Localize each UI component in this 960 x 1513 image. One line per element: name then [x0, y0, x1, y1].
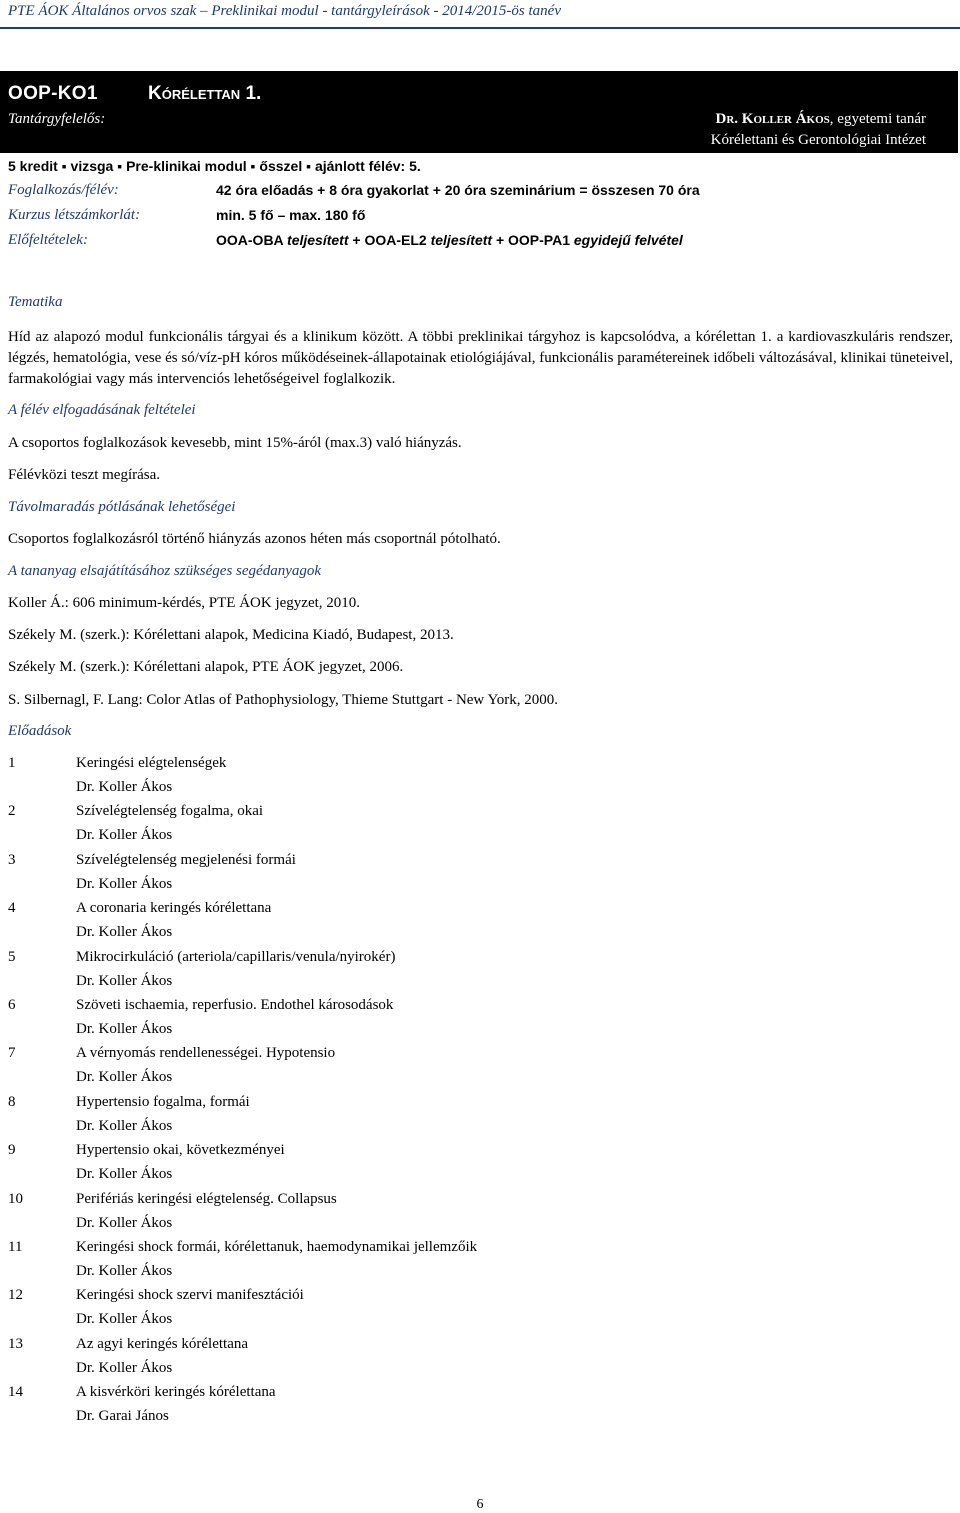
- section-title-requirements: A félév elfogadásának feltételei: [8, 402, 196, 418]
- lecture-title: Szívelégtelenség megjelenési formái: [76, 851, 296, 868]
- section-title-lectures: Előadások: [8, 723, 72, 739]
- lecture-title: A coronaria keringés kórélettana: [76, 900, 272, 917]
- meta-label: Foglalkozás/félév:: [8, 182, 119, 198]
- tematika-text: Híd az alapozó modul funkcionális tárgyai és a klinikum között. A többi preklinikai tárgyhoz is kapcsolódva, a kórélettan 1. a kardiovaszkuláris rendszer, légzés, hematológia, vese és só/víz-pH kóros működéseinek-állapotainak etiológiájával, funkcionális paramétereinek időbeli változásával, klinikai tüneteivel, farmakológiai vagy más intervenciós lehetőségeivel foglalkozik.: [8, 329, 953, 387]
- requirement-item: A csoportos foglalkozások kevesebb, mint 15%-áról (max.3) való hiányzás.: [8, 435, 462, 451]
- lecture-number: 14: [8, 1384, 23, 1401]
- responsible-label: Tantárgyfelelős:: [8, 111, 106, 127]
- lecture-number: 5: [8, 948, 16, 965]
- meta-value: OOA-OBA teljesített + OOA-EL2 teljesített + OOP-PA1 egyidejű felvétel: [216, 232, 683, 248]
- lecture-lecturer: Dr. Koller Ákos: [76, 827, 173, 844]
- material-item: Székely M. (szerk.): Kórélettani alapok, PTE ÁOK jegyzet, 2006.: [8, 659, 404, 675]
- lecture-title: Szívelégtelenség fogalma, okai: [76, 803, 264, 820]
- lecture-title: Keringési shock formái, kórélettanuk, haemodynamikai jellemzőik: [76, 1239, 478, 1255]
- absence-text: Csoportos foglalkozásról történő hiányzás azonos héten más csoportnál pótolható.: [8, 531, 501, 547]
- lecture-title: Keringési shock szervi manifesztációi: [76, 1287, 304, 1304]
- lecture-title: Az agyi keringés kórélettana: [76, 1335, 249, 1352]
- lecture-lecturer: Dr. Koller Ákos: [76, 1069, 173, 1086]
- meta-label: Előfeltételek:: [8, 232, 88, 248]
- material-item: Székely M. (szerk.): Kórélettani alapok, Medicina Kiadó, Budapest, 2013.: [8, 627, 454, 643]
- lecture-number: 8: [8, 1093, 16, 1110]
- lecture-number: 3: [8, 851, 16, 868]
- page-number: 6: [476, 1497, 484, 1512]
- lecture-number: 1: [8, 755, 16, 771]
- prereq-status: egyidejű felvétel: [573, 232, 683, 248]
- meta-label: Kurzus létszámkorlát:: [8, 207, 141, 223]
- responsible-person: [716, 111, 927, 128]
- lecture-lecturer: Dr. Koller Ákos: [76, 1117, 173, 1134]
- lecture-title: A kisvérköri keringés kórélettana: [76, 1384, 276, 1401]
- lecture-lecturer: Dr. Koller Ákos: [76, 1166, 173, 1183]
- lecture-lecturer: Dr. Garai János: [76, 1408, 169, 1425]
- lecture-lecturer: Dr. Koller Ákos: [76, 1263, 173, 1279]
- lecture-title: Szöveti ischaemia, reperfusio. Endothel károsodások: [76, 997, 394, 1013]
- course-title: Kórélettan 1.: [148, 83, 262, 104]
- lecture-number: 12: [8, 1287, 23, 1304]
- lecture-lecturer: Dr. Koller Ákos: [76, 924, 173, 941]
- lecture-lecturer: Dr. Koller Ákos: [76, 1359, 173, 1376]
- course-code: OOP-KO1: [8, 83, 98, 104]
- lecture-number: 2: [8, 803, 16, 820]
- responsible-role: , egyetemi tanár: [829, 111, 926, 127]
- lecture-number: 10: [8, 1190, 23, 1207]
- lecture-title: Perifériás keringési elégtelenség. Collapsus: [76, 1190, 337, 1207]
- lecture-title: Hypertensio okai, következményei: [76, 1142, 285, 1159]
- course-header-bar: [0, 71, 958, 153]
- lecture-number: 13: [8, 1335, 23, 1352]
- lecture-number: 11: [8, 1239, 23, 1255]
- lecture-number: 6: [8, 997, 16, 1013]
- lecture-lecturer: Dr. Koller Ákos: [76, 1311, 173, 1328]
- meta-value: 42 óra előadás + 8 óra gyakorlat + 20 óra szeminárium = összesen 70 óra: [216, 182, 700, 198]
- responsible-name: Dr. Koller Ákos: [715, 111, 830, 127]
- lecture-number: 7: [8, 1045, 16, 1062]
- lecture-title: A vérnyomás rendellenességei. Hypotensio: [76, 1045, 336, 1062]
- lecture-title: Keringési elégtelenségek: [76, 755, 227, 771]
- responsible-institute: Kórélettani és Gerontológiai Intézet: [710, 132, 926, 148]
- lecture-lecturer: Dr. Koller Ákos: [76, 875, 173, 892]
- section-title-materials: A tananyag elsajátításához szükséges segédanyagok: [8, 563, 322, 579]
- material-item: S. Silbernagl, F. Lang: Color Atlas of Pathophysiology, Thieme Stuttgart - New York, 2000.: [8, 692, 559, 708]
- lecture-number: 9: [8, 1142, 16, 1159]
- lecture-lecturer: Dr. Koller Ákos: [76, 972, 173, 989]
- lecture-lecturer: Dr. Koller Ákos: [76, 1021, 173, 1037]
- lecture-title: Hypertensio fogalma, formái: [76, 1093, 250, 1110]
- prereq-status: teljesített: [430, 232, 493, 248]
- prereq-status: teljesített: [287, 232, 349, 248]
- requirement-item: Félévközi teszt megírása.: [8, 467, 161, 483]
- lecture-title: Mikrocirkuláció (arteriola/capillaris/venula/nyirokér): [76, 948, 396, 965]
- section-title-absence: Távolmaradás pótlásának lehetőségei: [8, 499, 236, 515]
- lecture-lecturer: Dr. Koller Ákos: [76, 1214, 173, 1231]
- lecture-lecturer: Dr. Koller Ákos: [76, 779, 173, 795]
- lecture-number: 4: [8, 900, 16, 917]
- meta-value: min. 5 fő – max. 180 fő: [216, 207, 366, 223]
- course-summary: 5 kredit ▪ vizsga ▪ Pre-klinikai modul ▪ ősszel ▪ ajánlott félév: 5.: [8, 158, 421, 174]
- section-title-tematika: Tematika: [8, 294, 63, 310]
- running-header: PTE ÁOK Általános orvos szak – Preklinikai modul - tantárgyleírások - 2014/2015-ös tanév: [0, 3, 960, 29]
- material-item: Koller Á.: 606 minimum-kérdés, PTE ÁOK jegyzet, 2010.: [8, 595, 361, 611]
